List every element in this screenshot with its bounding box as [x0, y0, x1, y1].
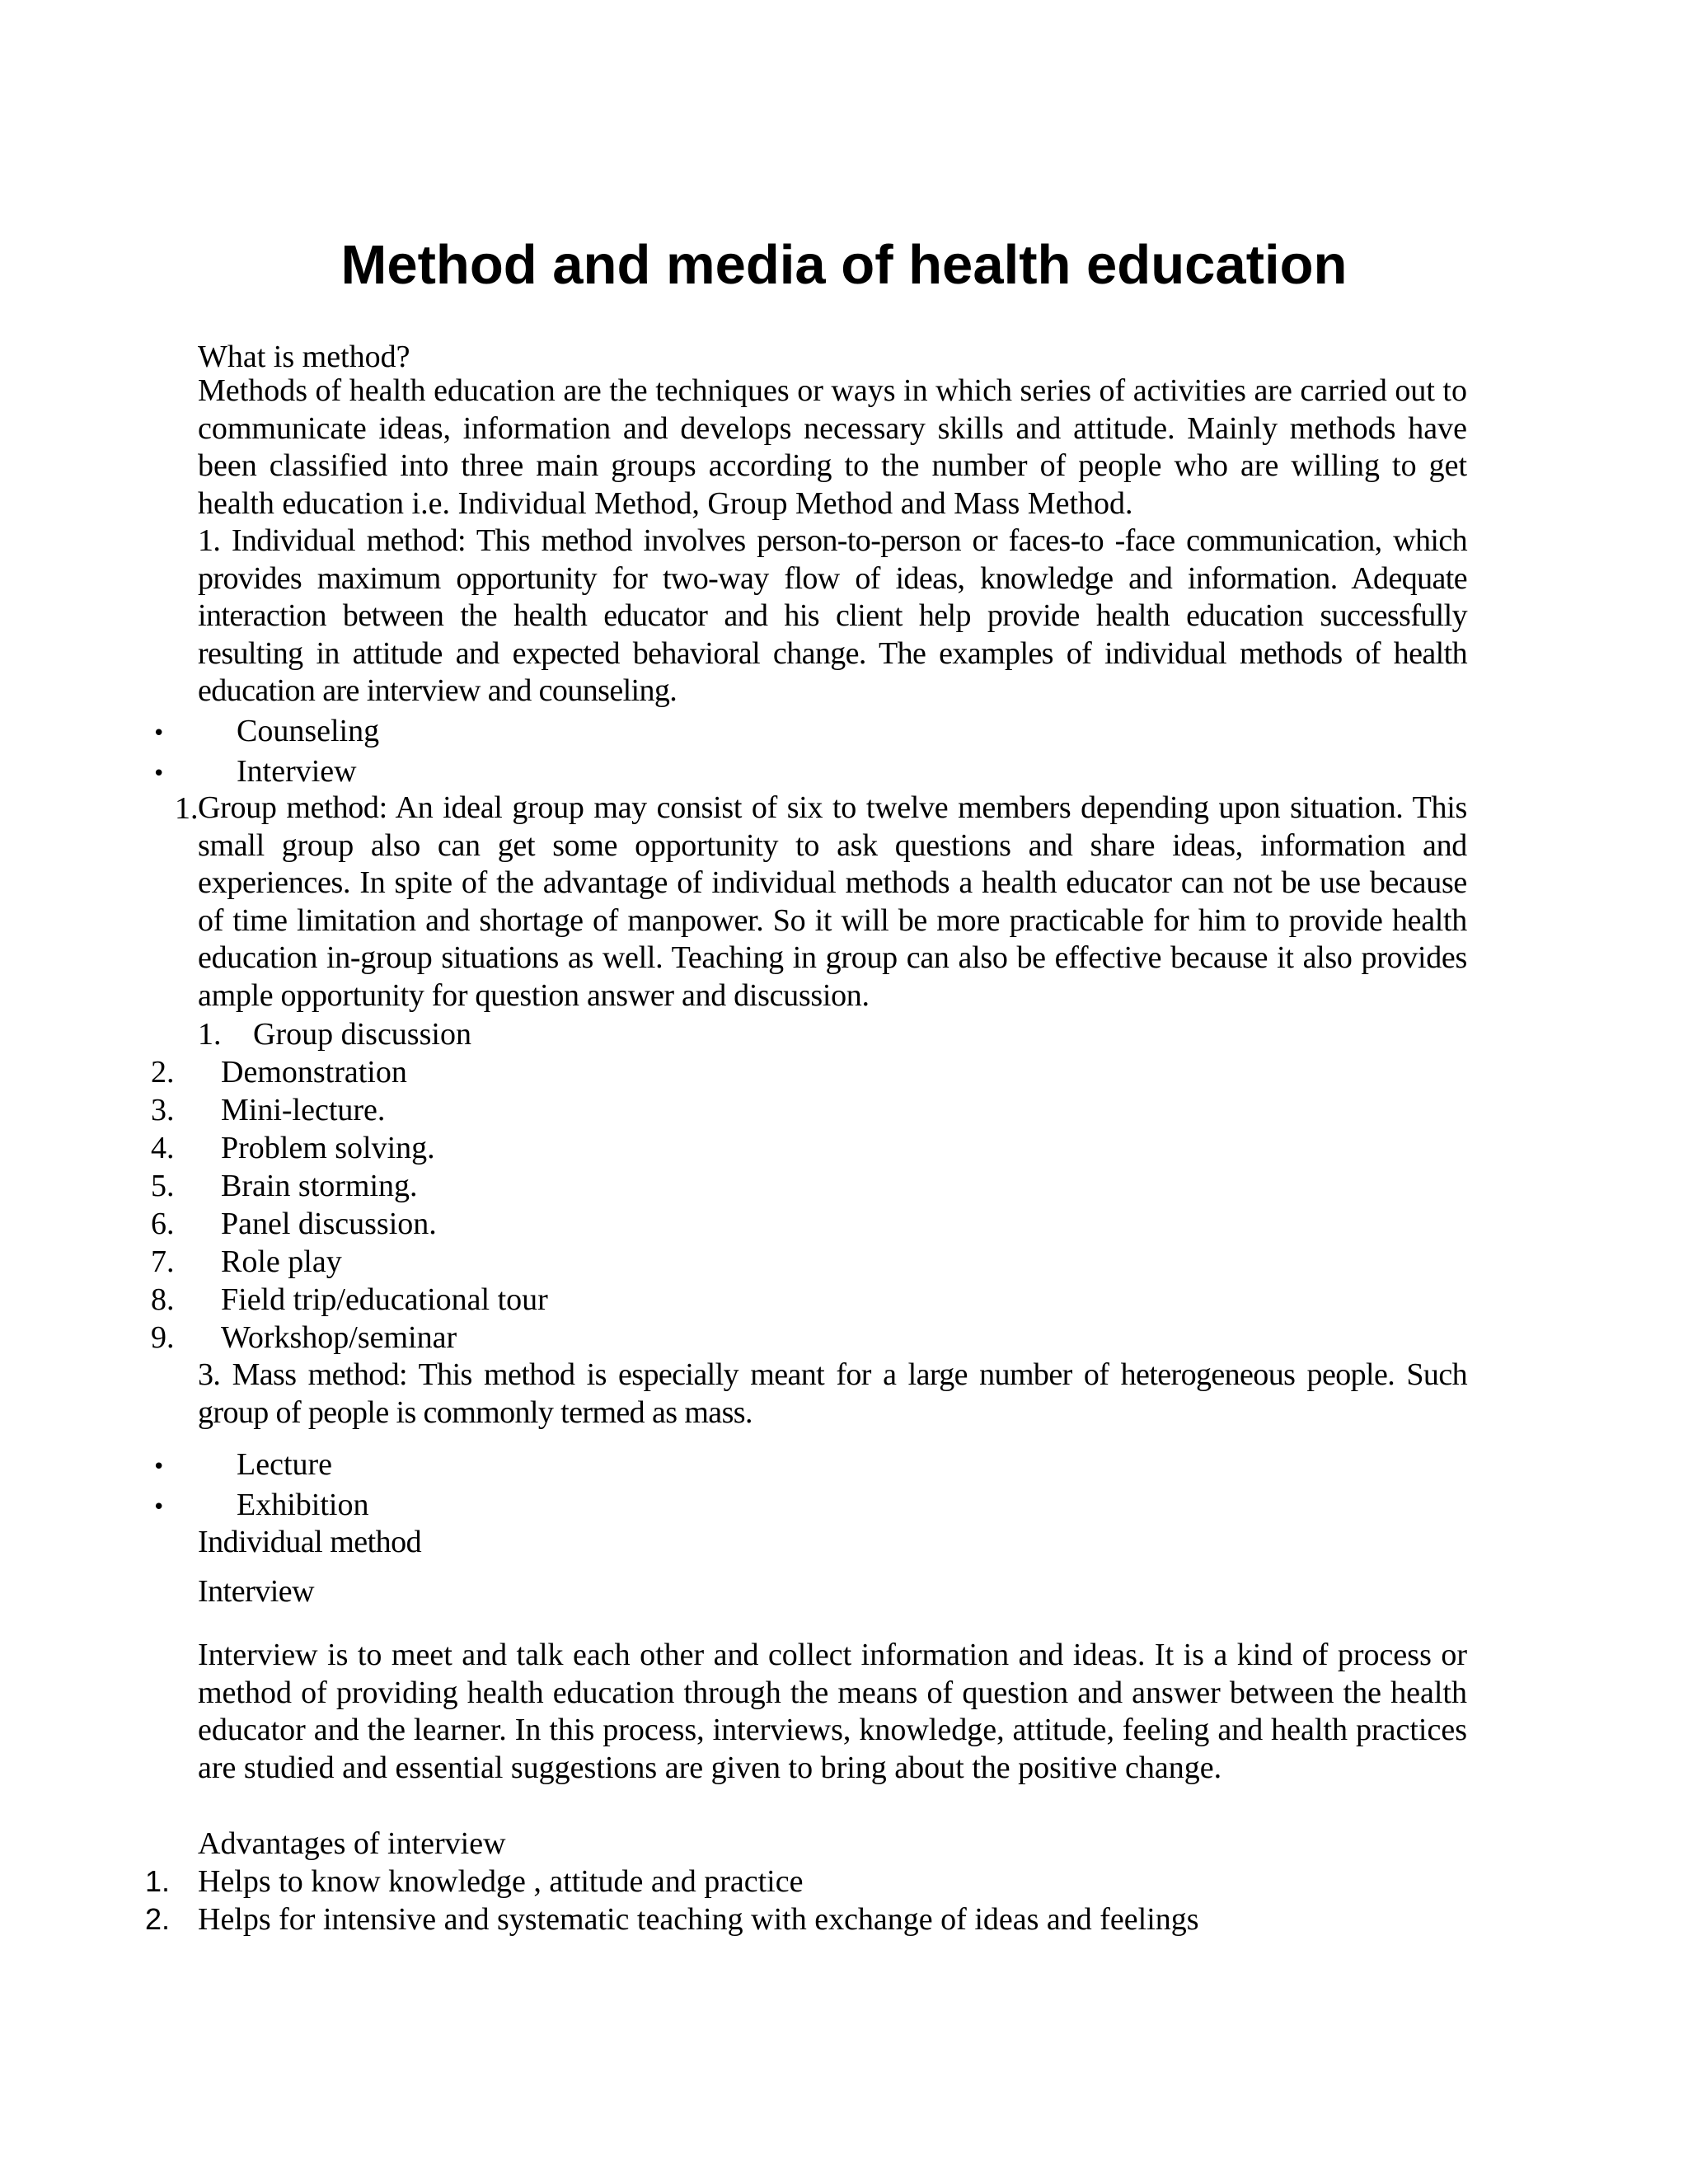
document-title: Method and media of health education: [340, 234, 1348, 296]
individual-method-heading: Individual method: [198, 1525, 422, 1559]
intro-paragraph: Methods of health education are the techniques or ways in which series of activities are carried out to communicate ideas, information and develops necessary skills and attitude. Mainly methods have been classified into three main groups according to the number of people who are willing to get health education i.e. Individual Method, Group Method and Mass Method.: [198, 373, 1467, 521]
list-number: 2.: [145, 1902, 171, 1936]
advantage-item: Helps to know knowledge , attitude and practice: [198, 1864, 804, 1899]
group-list-item: Group discussion: [253, 1017, 471, 1052]
individual-example-item: Interview: [237, 754, 357, 789]
list-number: 5.: [151, 1169, 175, 1203]
list-number: 8.: [151, 1282, 175, 1317]
individual-example-item: Counseling: [237, 714, 380, 748]
group-method-paragraph: Group method: An ideal group may consist of six to twelve members depending upon situation. This small group also can get some opportunity to ask questions and share ideas, information and experiences. In spite of the advantage of individual methods a health educator can not be use because of time limitation and shortage of manpower. So it will be more practicable for him to provide health education in-group situations as well. Teaching in group can also be effective because it also provides ample opportunity for question answer and discussion.: [198, 790, 1467, 1013]
group-list-item: Problem solving.: [221, 1131, 435, 1165]
list-number: 4.: [151, 1131, 175, 1165]
advantage-item: Helps for intensive and systematic teaching with exchange of ideas and feelings: [198, 1902, 1199, 1937]
mass-example-item: Lecture: [237, 1447, 333, 1482]
list-number: 1.: [145, 1864, 171, 1898]
bullet-icon: •: [152, 721, 166, 746]
group-method-marker: 1.: [175, 791, 199, 826]
list-number: 1.: [198, 1017, 222, 1052]
list-number: 9.: [151, 1320, 175, 1355]
bullet-icon: •: [152, 762, 166, 786]
individual-method-paragraph: 1. Individual method: This method involves person-to-person or faces-to -face communication, which provides maximum opportunity for two-way flow of ideas, knowledge and information. Adequate interaction between the health educator and his client help provide health education successfully resulting in attitude and expected behavioral change. The examples of individual methods of health education are interview and counseling.: [198, 523, 1467, 708]
advantages-heading: Advantages of interview: [198, 1826, 506, 1861]
list-number: 3.: [151, 1093, 175, 1127]
mass-example-item: Exhibition: [237, 1488, 369, 1522]
mass-method-paragraph: 3. Mass method: This method is especially meant for a large number of heterogeneous people. Such group of people is commonly termed as mass.: [198, 1357, 1467, 1430]
group-list-item: Demonstration: [221, 1055, 407, 1090]
list-number: 7.: [151, 1244, 175, 1279]
group-list-item: Workshop/seminar: [221, 1320, 457, 1355]
interview-heading: Interview: [198, 1574, 315, 1609]
group-list-item: Mini-lecture.: [221, 1093, 386, 1127]
bullet-icon: •: [152, 1455, 166, 1479]
group-list-item: Field trip/educational tour: [221, 1282, 548, 1317]
interview-paragraph: Interview is to meet and talk each other and collect information and ideas. It is a kind of process or method of providing health education through the means of question and answer between the health educator and the learner. In this process, interviews, knowledge, attitude, feeling and health practices are studied and essential suggestions are given to bring about the positive change.: [198, 1638, 1467, 1785]
bullet-icon: •: [152, 1495, 166, 1520]
list-number: 2.: [151, 1055, 175, 1090]
group-list-item: Brain storming.: [221, 1169, 418, 1203]
list-number: 6.: [151, 1207, 175, 1241]
what-is-method-question: What is method?: [198, 340, 410, 374]
group-list-item: Role play: [221, 1244, 342, 1279]
group-list-item: Panel discussion.: [221, 1207, 437, 1241]
